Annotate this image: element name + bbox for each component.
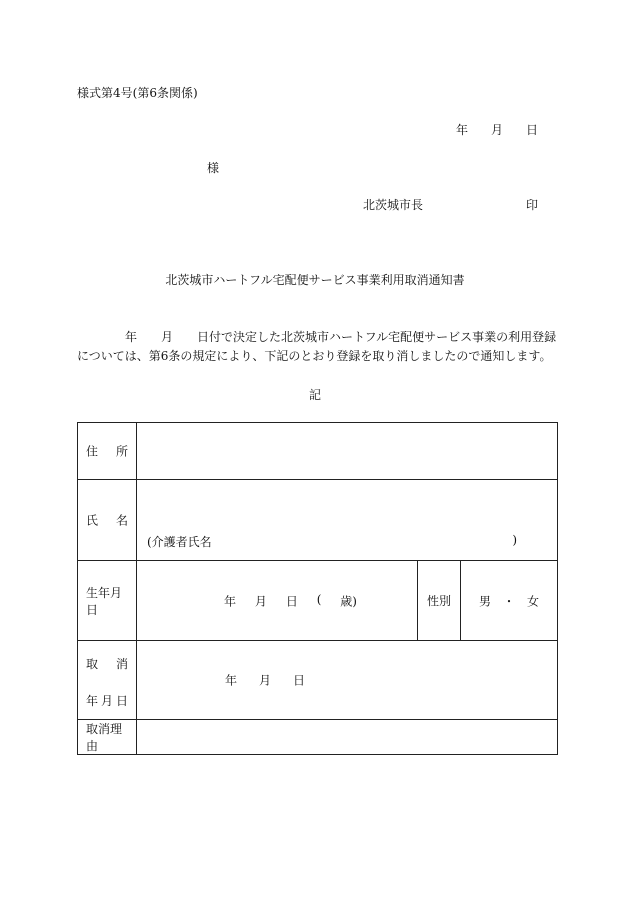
document-title: 北茨城市ハートフル宅配便サービス事業利用取消通知書	[165, 273, 465, 287]
cancel-label-top: 取 消	[86, 657, 128, 671]
recipient-suffix: 様	[207, 161, 220, 175]
birthdate-field[interactable]	[137, 561, 418, 641]
caregiver-name-line	[147, 533, 517, 550]
reason-label: 取消理由	[86, 722, 123, 753]
caregiver-label: (介護者氏名	[147, 535, 212, 549]
name-label: 氏 名	[86, 513, 128, 528]
reason-field[interactable]	[137, 720, 558, 755]
address-label-cell	[78, 423, 137, 480]
body-month-label: 月	[161, 330, 174, 344]
cancel-date-format: 年 月 日	[225, 673, 305, 688]
body-text-line-2: については、第6条の規定により、下記のとおり登録を取り消しましたので通知します。	[77, 349, 552, 363]
seal-mark: 印	[526, 198, 539, 212]
reason-label-cell	[78, 720, 137, 755]
gender-label-cell	[418, 561, 461, 641]
notice-date	[456, 124, 538, 136]
address-field[interactable]	[137, 423, 558, 480]
table-row-birthdate	[78, 561, 558, 641]
birthdate-format: 年 月 日 ( 歳)	[224, 592, 357, 608]
date-year-label: 年	[456, 123, 469, 137]
cancellation-form-table	[77, 422, 558, 755]
cancel-label-bottom: 年 月 日	[86, 694, 128, 708]
name-field[interactable]	[137, 480, 558, 561]
address-label: 住 所	[86, 444, 128, 459]
date-month-label: 月	[490, 123, 503, 137]
form-number: 様式第4号(第6条関係)	[77, 86, 198, 100]
gender-male-option[interactable]: 男	[479, 594, 492, 608]
table-row-name	[78, 480, 558, 561]
gender-label: 性別	[426, 594, 451, 608]
gender-separator: ・	[503, 594, 516, 608]
name-label-cell	[78, 480, 137, 561]
issuer-name: 北茨城市長	[363, 198, 424, 212]
gender-field[interactable]	[461, 561, 558, 641]
gender-options	[479, 592, 539, 609]
gender-female-option[interactable]: 女	[527, 594, 540, 608]
date-day-label: 日	[525, 123, 538, 137]
birthdate-label: 生年月日	[86, 585, 123, 617]
table-row-reason	[78, 720, 558, 755]
table-row-cancel-date	[78, 641, 558, 720]
birthdate-label-cell	[78, 561, 137, 641]
body-year-label: 年	[125, 330, 138, 344]
ki-heading: 記	[308, 388, 321, 402]
caregiver-close-paren: )	[512, 533, 518, 547]
table-row-address	[78, 423, 558, 480]
cancel-date-field[interactable]	[137, 641, 558, 720]
body-line1-text: 日付で決定した北茨城市ハートフル宅配便サービス事業の利用登録	[197, 330, 557, 344]
cancel-date-label-cell	[78, 641, 137, 720]
